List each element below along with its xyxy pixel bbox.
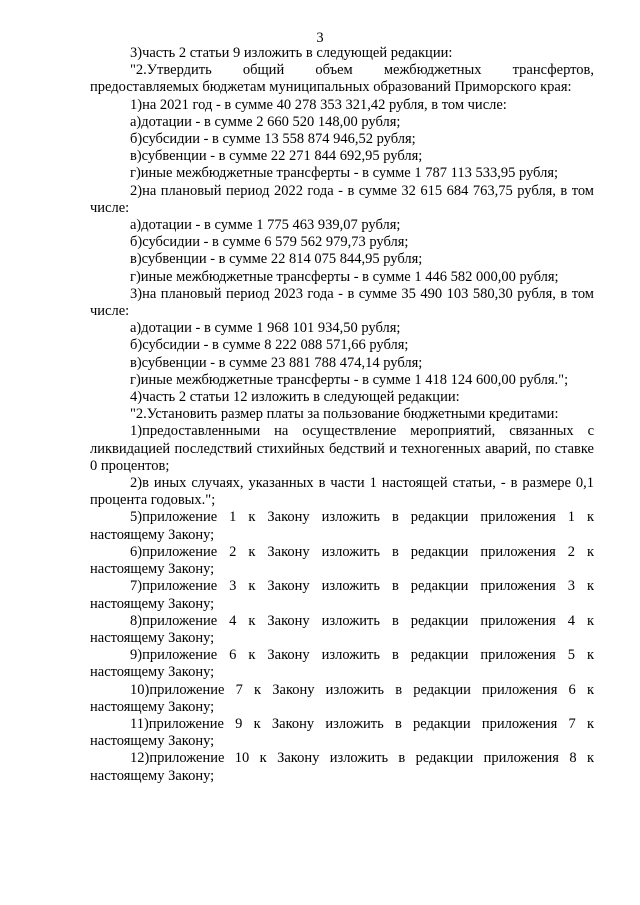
page-number: 3 (316, 30, 324, 46)
paragraph: 4)часть 2 статьи 12 изложить в следующей редакции: (130, 389, 460, 406)
paragraph: "2.Установить размер платы за пользование бюджетными кредитами: (130, 406, 559, 423)
paragraph: 1)на 2021 год - в сумме 40 278 353 321,42 рубля, в том числе: (130, 96, 507, 113)
paragraph: а)дотации - в сумме 2 660 520 148,00 рубля; (130, 113, 401, 130)
paragraph: 1)предоставленными на осуществление мероприятий, связанных с ликвидацией последствий стихийных бедствий и техногенных аварий, по ставке 0 процентов; (90, 423, 594, 474)
paragraph: 2)на плановый период 2022 года - в сумме 32 615 684 763,75 рубля, в том числе: (90, 182, 594, 216)
paragraph: а)дотации - в сумме 1 968 101 934,50 рубля; (130, 320, 401, 337)
paragraph: г)иные межбюджетные трансферты - в сумме 1 446 582 000,00 рубля; (130, 268, 559, 285)
paragraph: в)субвенции - в сумме 22 271 844 692,95 рубля; (130, 148, 423, 165)
paragraph: 2)в иных случаях, указанных в части 1 настоящей статьи, - в размере 0,1 процента годовых."; (90, 475, 594, 509)
paragraph: 12)приложение 10 к Закону изложить в редакции приложения 8 к настоящему Закону; (90, 750, 594, 784)
paragraph: в)субвенции - в сумме 23 881 788 474,14 рубля; (130, 354, 423, 371)
paragraph: а)дотации - в сумме 1 775 463 939,07 рубля; (130, 217, 401, 234)
paragraph: "2.Утвердить общий объем межбюджетных трансфертов, предоставляемых бюджетам муниципальных образований Приморского края: (90, 62, 594, 96)
paragraph: 7)приложение 3 к Закону изложить в редакции приложения 3 к настоящему Закону; (90, 578, 594, 612)
paragraph: в)субвенции - в сумме 22 814 075 844,95 рубля; (130, 251, 423, 268)
document-body (90, 45, 594, 785)
paragraph: 3)часть 2 статьи 9 изложить в следующей редакции: (130, 45, 453, 61)
paragraph: 9)приложение 6 к Закону изложить в редакции приложения 5 к настоящему Закону; (90, 647, 594, 681)
paragraph: г)иные межбюджетные трансферты - в сумме 1 418 124 600,00 рубля."; (130, 371, 569, 388)
paragraph: 3)на плановый период 2023 года - в сумме 35 490 103 580,30 рубля, в том числе: (90, 285, 594, 320)
paragraph: б)субсидии - в сумме 6 579 562 979,73 рубля; (130, 234, 409, 251)
paragraph: г)иные межбюджетные трансферты - в сумме 1 787 113 533,95 рубля; (130, 165, 559, 182)
paragraph: б)субсидии - в сумме 13 558 874 946,52 рубля; (130, 131, 416, 148)
paragraph: 10)приложение 7 к Закону изложить в редакции приложения 6 к настоящему Закону; (90, 681, 594, 715)
paragraph: б)субсидии - в сумме 8 222 088 571,66 рубля; (130, 337, 409, 354)
paragraph: 11)приложение 9 к Закону изложить в редакции приложения 7 к настоящему Закону; (90, 715, 594, 750)
paragraph: 8)приложение 4 к Закону изложить в редакции приложения 4 к настоящему Закону; (90, 612, 594, 646)
paragraph: 6)приложение 2 к Закону изложить в редакции приложения 2 к настоящему Закону; (90, 543, 594, 578)
paragraph: 5)приложение 1 к Закону изложить в редакции приложения 1 к настоящему Закону; (90, 509, 594, 543)
